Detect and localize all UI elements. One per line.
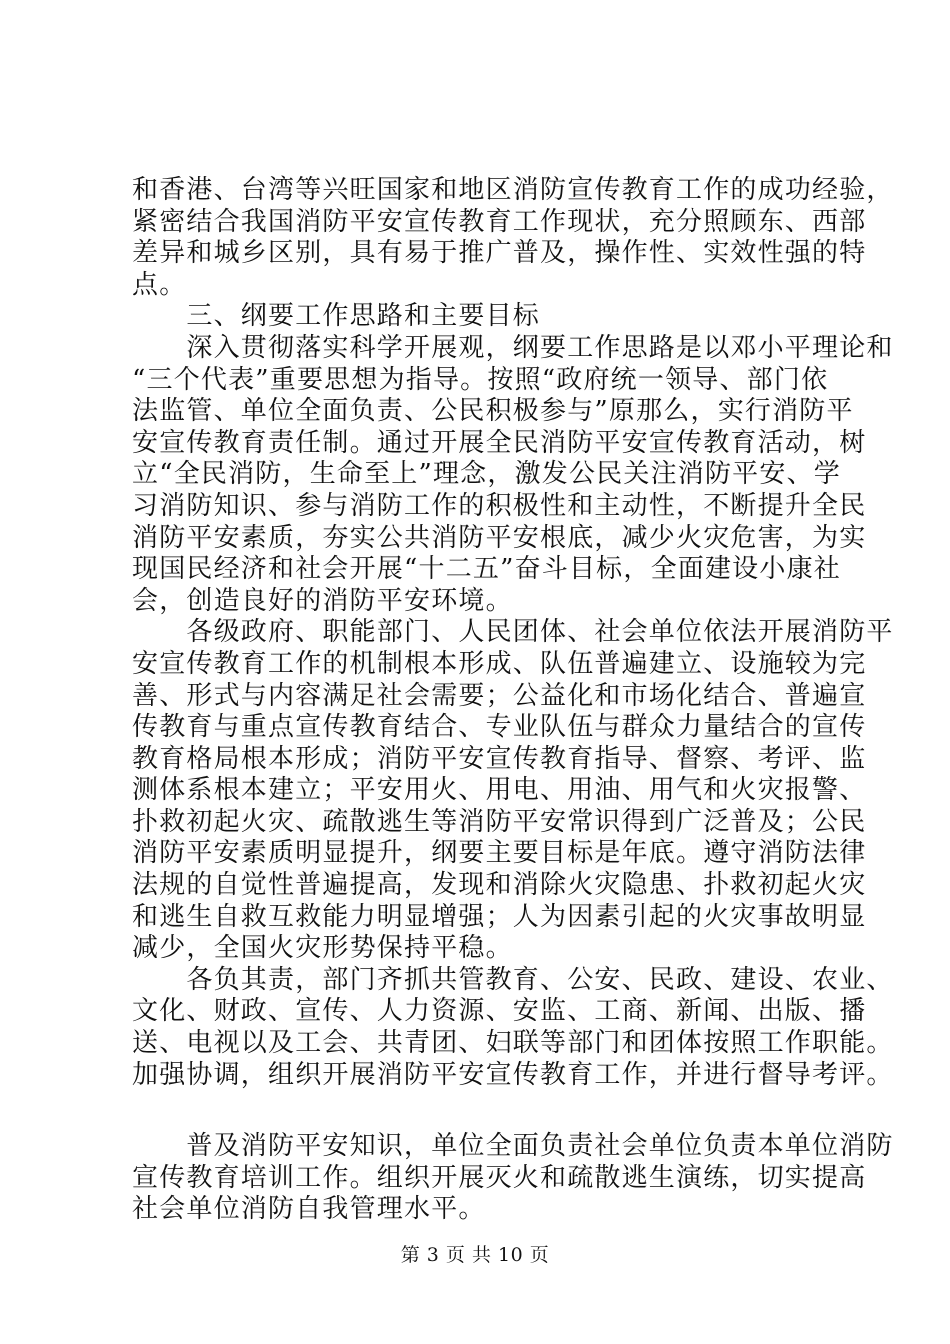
text-line: 各级政府、职能部门、人民团体、社会单位依法开展消防平 [132,617,894,648]
text-line: 现国民经济和社会开展“十二五”奋斗目标，全面建设小康社 [132,554,841,585]
text-line: 深入贯彻落实科学开展观，纲要工作思路是以邓小平理论和 [132,332,894,363]
text-line: 和逃生自救互救能力明显增强；人为因素引起的火灾事故明显 [132,901,867,932]
text-line: 消防平安素质明显提升，纲要主要目标是年底。遵守消防法律 [132,838,867,869]
page-number-footer: 第 3 页 共 10 页 [400,1244,550,1266]
text-line: 紧密结合我国消防平安宣传教育工作现状，充分照顾东、西部 [132,206,867,237]
text-line: 习消防知识、参与消防工作的积极性和主动性，不断提升全民 [132,490,867,521]
text-line: 送、电视以及工会、共青团、妇联等部门和团体按照工作职能。 [132,1028,894,1059]
text-line: 善、形式与内容满足社会需要；公益化和市场化结合、普遍宣 [132,680,867,711]
text-line: 消防平安素质，夯实公共消防平安根底，减少火灾危害，为实 [132,522,867,553]
text-line: 扑救初起火灾、疏散逃生等消防平安常识得到广泛普及；公民 [132,806,867,837]
text-line: 安宣传教育责任制。通过开展全民消防平安宣传教育活动，树 [132,427,867,458]
text-line: 社会单位消防自我管理水平。 [132,1194,486,1225]
text-line: 点。 [132,269,187,300]
text-line: 减少，全国火灾形势保持平稳。 [132,933,513,964]
text-line: 会，创造良好的消防平安环境。 [132,585,513,616]
text-line: “三个代表”重要思想为指导。按照“政府统一领导、部门依 [132,364,829,395]
text-line: 法监管、单位全面负责、公民积极参与”原那么，实行消防平 [132,396,854,427]
paragraph-gap [132,1091,852,1131]
body-text-block-top [132,175,894,1091]
text-line: 宣传教育培训工作。组织开展灭火和疏散逃生演练，切实提高 [132,1162,867,1193]
text-line: 文化、财政、宣传、人力资源、安监、工商、新闻、出版、播 [132,996,867,1027]
text-line: 和香港、台湾等兴旺国家和地区消防宣传教育工作的成功经验， [132,175,894,205]
document-body [132,175,894,1226]
text-line: 差异和城乡区别，具有易于推广普及，操作性、实效性强的特 [132,238,867,269]
text-line: 传教育与重点宣传教育结合、专业队伍与群众力量结合的宣传 [132,712,867,743]
text-line: 安宣传教育工作的机制根本形成、队伍普遍建立、设施较为完 [132,648,867,679]
text-line: 各负其责，部门齐抓共管教育、公安、民政、建设、农业、 [132,964,894,995]
text-line: 加强协调，组织开展消防平安宣传教育工作，并进行督导考评。 [132,1059,894,1090]
section-heading: 三、纲要工作思路和主要目标 [132,301,541,332]
body-text-block-bottom [132,1131,894,1226]
text-line: 立“全民消防，生命至上”理念，激发公民关注消防平安、学 [132,459,841,490]
text-line: 法规的自觉性普遍提高，发现和消除火灾隐患、扑救初起火灾 [132,870,867,901]
text-line: 教育格局根本形成；消防平安宣传教育指导、督察、考评、监 [132,743,867,774]
text-line: 普及消防平安知识，单位全面负责社会单位负责本单位消防 [132,1131,894,1162]
text-line: 测体系根本建立；平安用火、用电、用油、用气和火灾报警、 [132,775,867,806]
